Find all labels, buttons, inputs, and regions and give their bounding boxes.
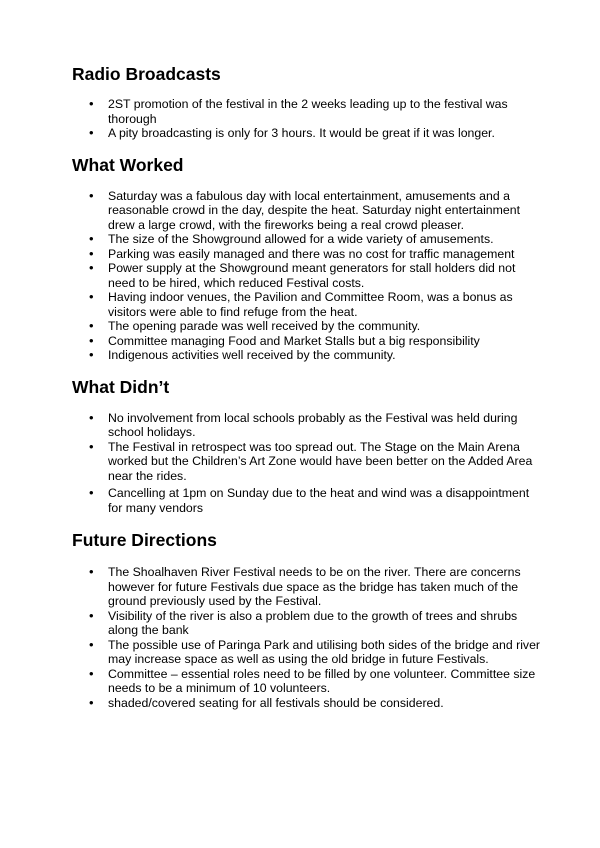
section-heading: Radio Broadcasts xyxy=(72,64,221,84)
list-item: • Cancelling at 1pm on Sunday due to the heat and wind was a disappointment for many vendors xyxy=(72,486,540,515)
list-item: • Committee managing Food and Market Stalls but a big responsibility xyxy=(72,334,540,349)
list-item: • 2ST promotion of the festival in the 2 weeks leading up to the festival was thorough xyxy=(72,97,540,126)
list-item: • Parking was easily managed and there was no cost for traffic management xyxy=(72,247,540,262)
list-item: • Indigenous activities well received by the community. xyxy=(72,348,540,363)
section-heading: What Worked xyxy=(72,154,184,175)
section-future-directions xyxy=(72,529,540,710)
list-item: • shaded/covered seating for all festivals should be considered. xyxy=(72,696,540,711)
list-item: • The size of the Showground allowed for a wide variety of amusements. xyxy=(72,232,540,247)
list-item: • Committee – essential roles need to be filled by one volunteer. Committee size needs to be a minimum of 10 volunteers. xyxy=(72,667,540,696)
list-item: • The opening parade was well received by the community. xyxy=(72,319,540,334)
list-item: • The possible use of Paringa Park and utilising both sides of the bridge and river may increase space as well as using the old bridge in future Festivals. xyxy=(72,638,540,667)
bullet-list xyxy=(72,411,540,516)
bullet-list xyxy=(72,97,540,141)
list-item: • The Festival in retrospect was too spread out. The Stage on the Main Arena worked but the Children’s Art Zone would have been better on the Added Area near the rides. xyxy=(72,440,540,484)
section-what-didnt xyxy=(72,376,540,516)
list-item: • No involvement from local schools probably as the Festival was held during school holidays. xyxy=(72,411,540,440)
section-heading: What Didn’t xyxy=(72,376,170,397)
list-item: • Visibility of the river is also a problem due to the growth of trees and shrubs along the bank xyxy=(72,609,540,638)
list-item: • Having indoor venues, the Pavilion and Committee Room, was a bonus as visitors were able to find refuge from the heat. xyxy=(72,290,540,319)
section-what-worked xyxy=(72,154,540,363)
list-item: • Saturday was a fabulous day with local entertainment, amusements and a reasonable crowd in the day, despite the heat. Saturday night entertainment drew a large crowd, with the fireworks being a real crowd pleaser. xyxy=(72,189,540,233)
bullet-list xyxy=(72,189,540,363)
list-item: • The Shoalhaven River Festival needs to be on the river. There are concerns however for future Festivals due space as the bridge has taken much of the ground previously used by the Festival. xyxy=(72,565,540,609)
section-heading: Future Directions xyxy=(72,530,217,550)
list-item: • A pity broadcasting is only for 3 hours. It would be great if it was longer. xyxy=(72,126,540,141)
bullet-list xyxy=(72,565,540,710)
list-item: • Power supply at the Showground meant generators for stall holders did not need to be hired, which reduced Festival costs. xyxy=(72,261,540,290)
section-radio-broadcasts xyxy=(72,63,540,141)
